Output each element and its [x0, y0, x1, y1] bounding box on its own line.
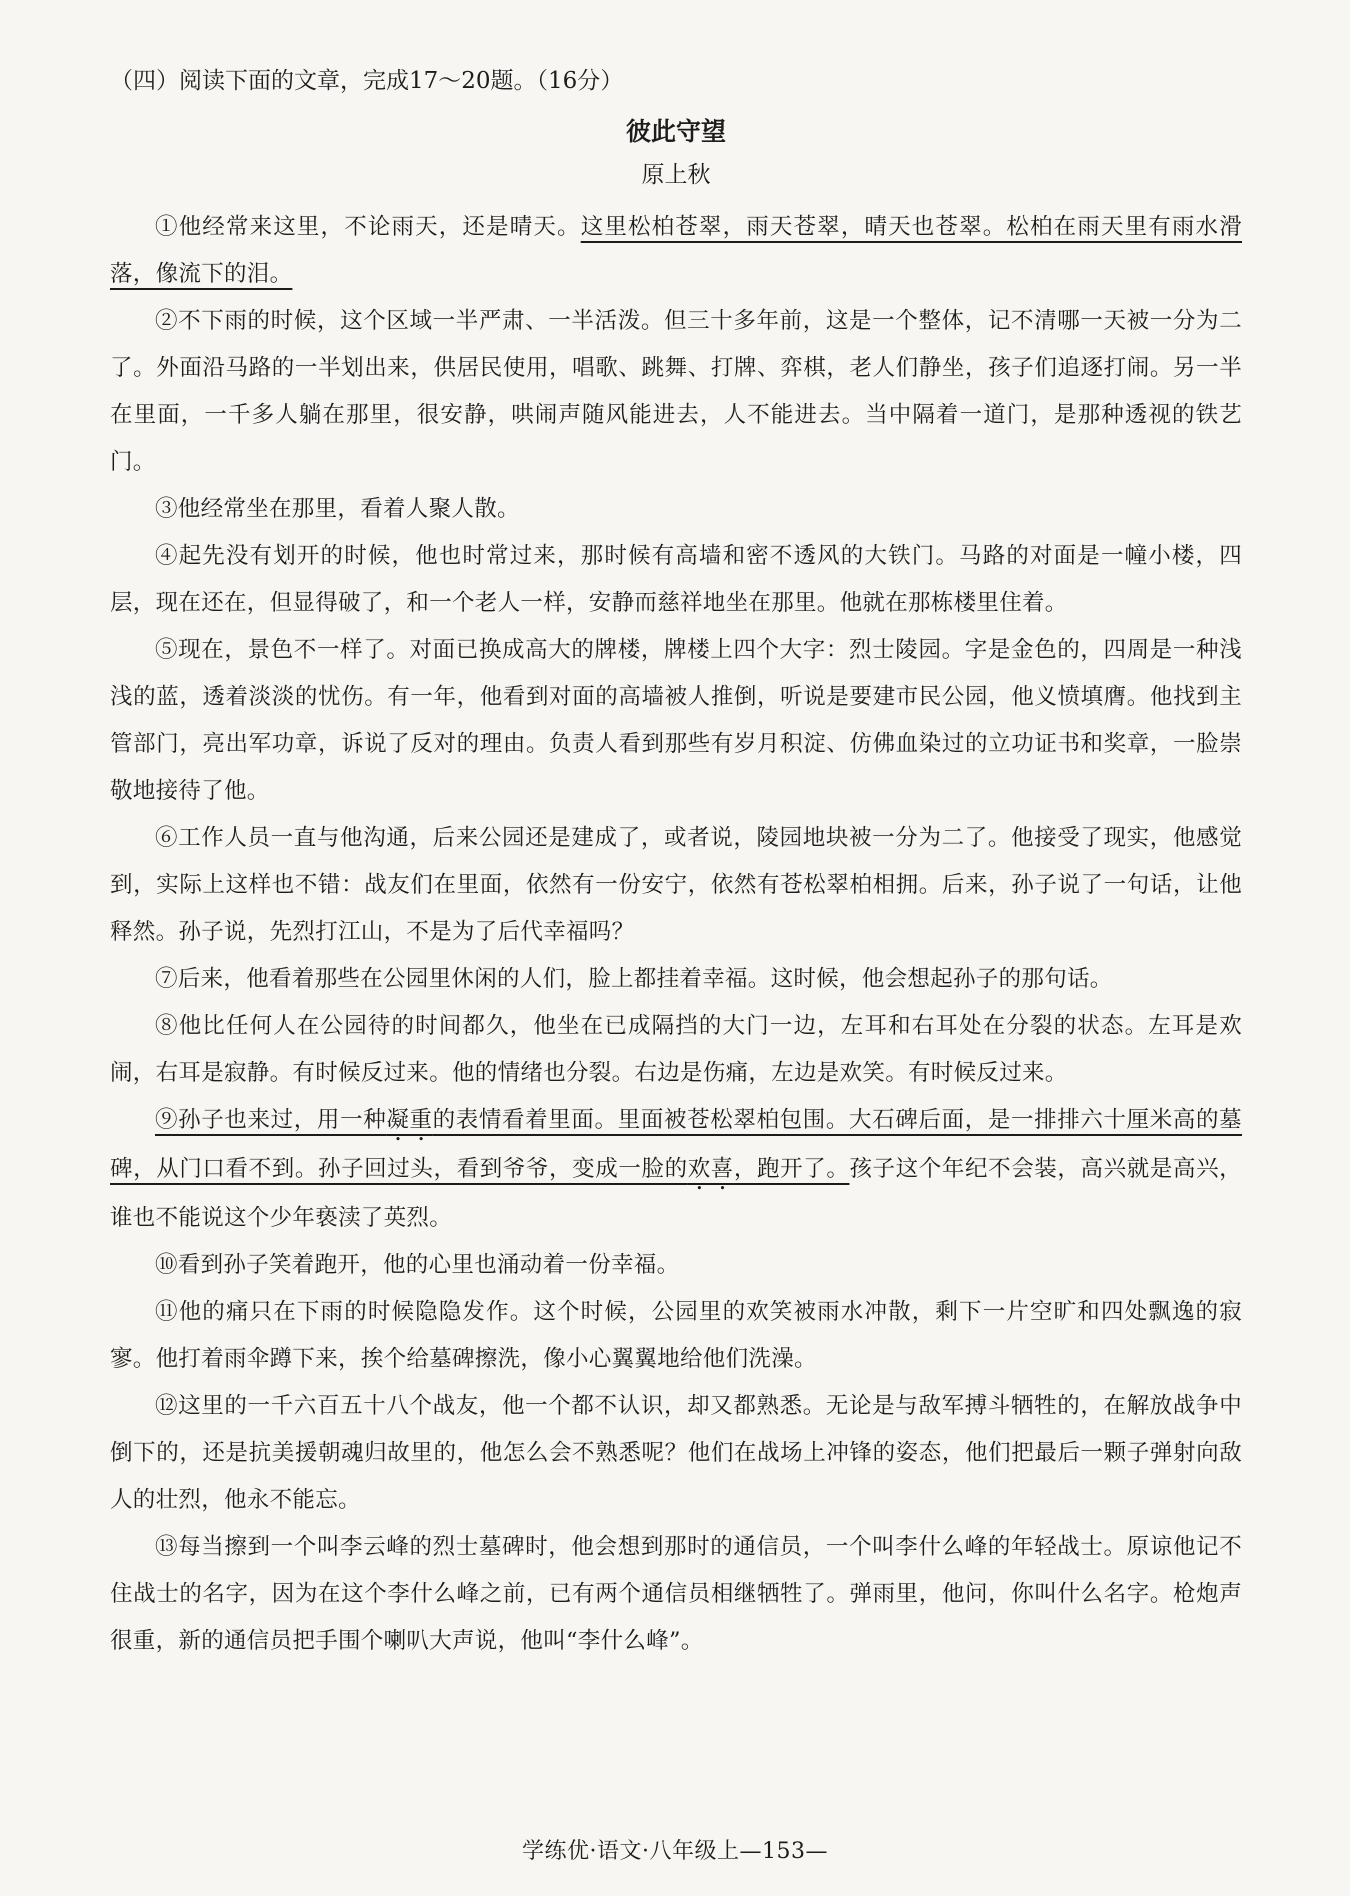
paragraph-3: ③他经常坐在那里，看着人聚人散。	[155, 496, 520, 522]
dotted-word-huanxi: 欢喜	[687, 1156, 734, 1182]
paragraph-9	[110, 1097, 1242, 1242]
p9-segment-3: ，跑开了。	[733, 1156, 850, 1182]
p9-segment-1: ⑨孙子也来过，用一种	[155, 1107, 387, 1133]
paragraph-4: ④起先没有划开的时候，他也时常过来，那时候有高墙和密不透风的大铁门。马路的对面是一幢小楼，四层，现在还在，但显得破了，和一个老人一样，安静而慈祥地坐在那里。他就在那栋楼里住着。	[110, 543, 1242, 616]
p9-tail: 孩子这个年纪不会装，高兴就是高兴，谁也不能说这个少年亵渎了英烈。	[110, 1156, 1242, 1231]
paragraph-8: ⑧他比任何人在公园待的时间都久，他坐在已成隔挡的大门一边，左耳和右耳处在分裂的状态。左耳是欢闹，右耳是寂静。有时候反过来。他的情绪也分裂。右边是伤痛，左边是欢笑。有时候反过来。	[110, 1013, 1242, 1086]
paragraph-12: ⑫这里的一千六百五十八个战友，他一个都不认识，却又都熟悉。无论是与敌军搏斗牺牲的，在解放战争中倒下的，还是抗美援朝魂归故里的，他怎么会不熟悉呢？他们在战场上冲锋的姿态，他们把最后一颗子弹射向敌人的壮烈，他永不能忘。	[110, 1393, 1242, 1513]
article-author: 原上秋	[641, 162, 711, 188]
dotted-word-ningzhong: 凝重	[386, 1107, 433, 1133]
paragraph-2: ②不下雨的时候，这个区域一半严肃、一半活泼。但三十多年前，这是一个整体，记不清哪一天被一分为二了。外面沿马路的一半划出来，供居民使用，唱歌、跳舞、打牌、弈棋，老人们静坐，孩子们追逐打闹。另一半在里面，一千多人躺在那里，很安静，哄闹声随风能进去，人不能进去。当中隔着一道门，是那种透视的铁艺门。	[110, 308, 1242, 475]
paragraph-7: ⑦后来，他看着那些在公园里休闲的人们，脸上都挂着幸福。这时候，他会想起孙子的那句话。	[155, 966, 1113, 992]
underlined-sentence-1: 这里松柏苍翠，雨天苍翠，晴天也苍翠。松柏在雨天里有雨水滑落，像流下的泪。	[110, 214, 1243, 287]
paragraph-1	[110, 204, 1242, 298]
paragraph-6: ⑥工作人员一直与他沟通，后来公园还是建成了，或者说，陵园地块被一分为二了。他接受了现实，他感觉到，实际上这样也不错：战友们在里面，依然有一份安宁，依然有苍松翠柏相拥。后来，孙子说了一句话，让他释然。孙子说，先烈打江山，不是为了后代幸福吗？	[110, 825, 1242, 945]
paragraph-11: ⑪他的痛只在下雨的时候隐隐发作。这个时候，公园里的欢笑被雨水冲散，剩下一片空旷和四处飘逸的寂寥。他打着雨伞蹲下来，挨个给墓碑擦洗，像小心翼翼地给他们洗澡。	[110, 1299, 1242, 1372]
paragraph-1-text: ①他经常来这里，不论雨天，还是晴天。	[155, 214, 581, 240]
paragraph-5: ⑤现在，景色不一样了。对面已换成高大的牌楼，牌楼上四个大字：烈士陵园。字是金色的，四周是一种浅浅的蓝，透着淡淡的忧伤。有一年，他看到对面的高墙被人推倒，听说是要建市民公园，他义愤填膺。他找到主管部门，亮出军功章，诉说了反对的理由。负责人看到那些有岁月积淀、仿佛血染过的立功证书和奖章，一脸崇敬地接待了他。	[110, 637, 1242, 804]
section-heading: （四）阅读下面的文章，完成17～20题。（16分）	[110, 68, 624, 94]
paragraph-10: ⑩看到孙子笑着跑开，他的心里也涌动着一份幸福。	[155, 1252, 680, 1278]
article-title: 彼此守望	[625, 117, 726, 146]
p9-segment-2: 的表情看着里面。里面被苍松翠柏包围。大石碑后面，是一排排六十厘米高的墓碑，从门口看不到。孙子回过头，看到爷爷，变成一脸的	[110, 1107, 1242, 1182]
page-footer: 学练优·语文·八年级上—153—	[522, 1839, 828, 1864]
paragraph-13: ⑬每当擦到一个叫李云峰的烈士墓碑时，他会想到那时的通信员，一个叫李什么峰的年轻战士。原谅他记不住战士的名字，因为在这个李什么峰之前，已有两个通信员相继牺牲了。弹雨里，他问，你叫什么名字。枪炮声很重，新的通信员把手围个喇叭大声说，他叫“李什么峰”。	[110, 1534, 1242, 1654]
